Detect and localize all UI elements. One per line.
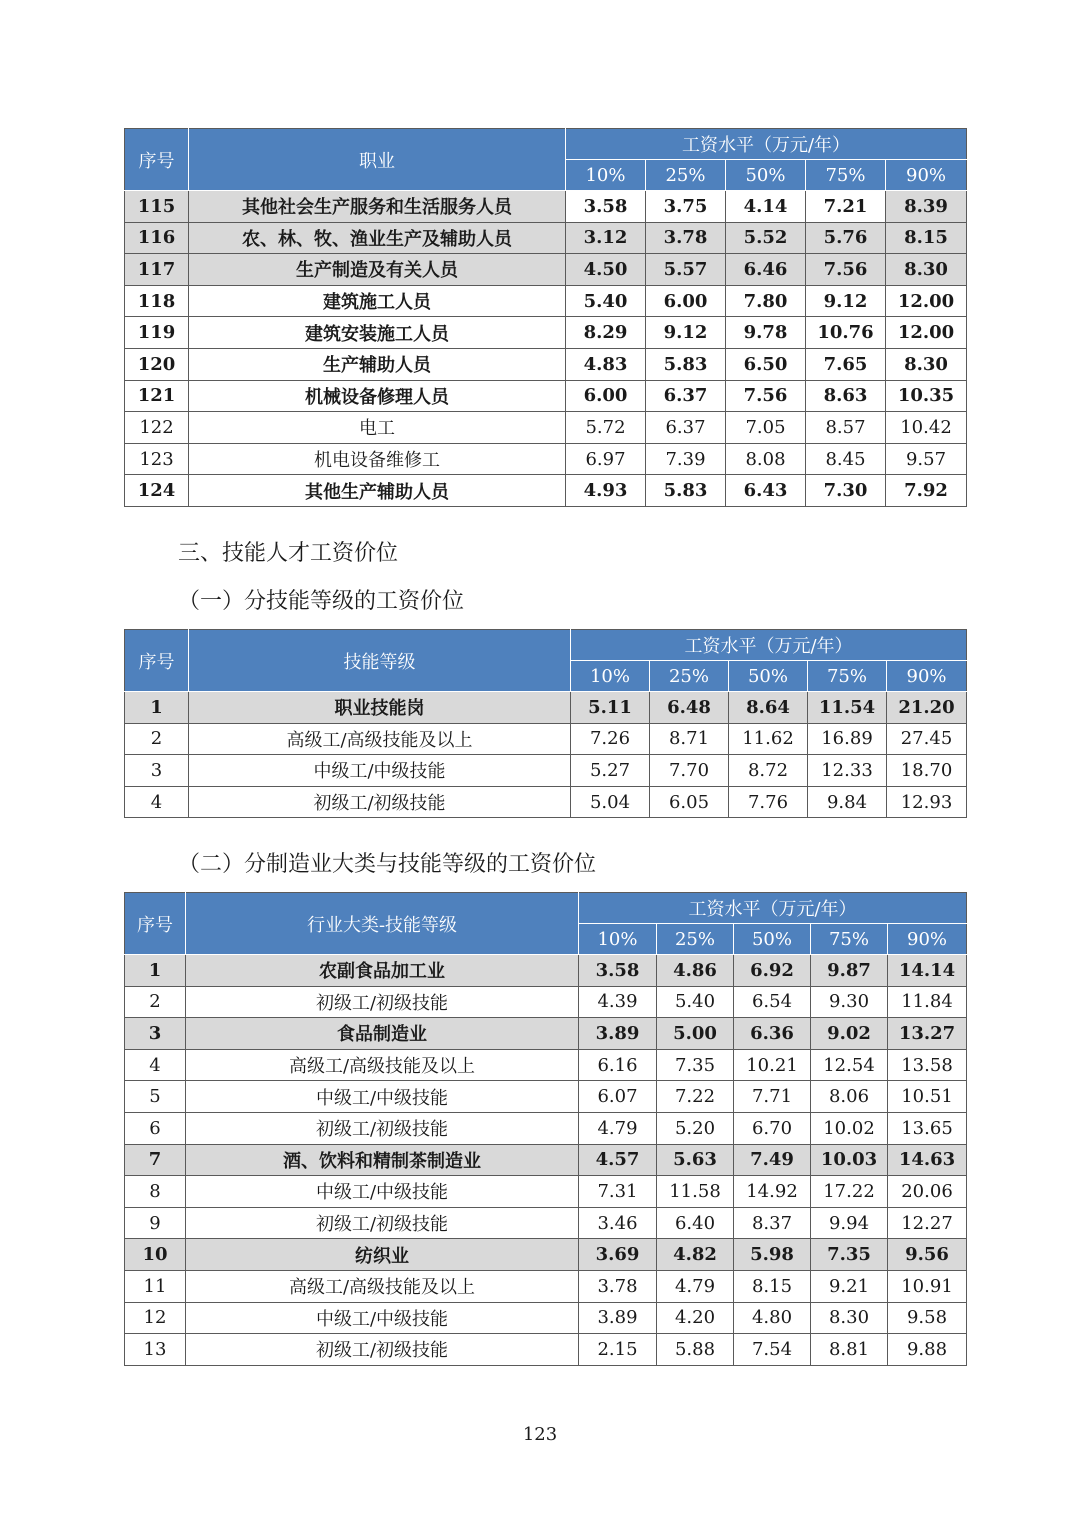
row-no: 13 — [125, 1334, 186, 1366]
value-p25: 6.37 — [646, 412, 726, 444]
value-p10: 2.15 — [579, 1334, 657, 1366]
row-no: 122 — [125, 412, 189, 444]
table-row — [125, 348, 967, 380]
value-p75: 10.76 — [806, 317, 886, 349]
value-p25: 7.22 — [657, 1081, 734, 1113]
row-no: 120 — [125, 348, 189, 380]
table-row — [125, 412, 967, 444]
value-p75: 8.81 — [811, 1334, 888, 1366]
value-p50: 8.15 — [734, 1270, 811, 1302]
column-header-p50: 50% — [726, 160, 806, 191]
value-p75: 17.22 — [811, 1176, 888, 1208]
row-name: 农、林、牧、渔业生产及辅助人员 — [189, 222, 566, 254]
row-name: 初级工/初级技能 — [186, 1112, 579, 1144]
value-p75: 8.06 — [811, 1081, 888, 1113]
column-header-p50: 50% — [734, 924, 811, 955]
table-row — [125, 380, 967, 412]
row-no: 3 — [125, 755, 189, 787]
table-row — [125, 786, 967, 818]
value-p50: 7.76 — [729, 786, 808, 818]
value-p75: 9.21 — [811, 1270, 888, 1302]
row-no: 116 — [125, 222, 189, 254]
column-header-p90: 90% — [888, 924, 967, 955]
value-p25: 4.20 — [657, 1302, 734, 1334]
value-p90: 14.63 — [888, 1144, 967, 1176]
table-row — [125, 1207, 967, 1239]
row-name: 建筑施工人员 — [189, 285, 566, 317]
row-no: 10 — [125, 1239, 186, 1271]
value-p10: 7.31 — [579, 1176, 657, 1208]
row-name: 纺织业 — [186, 1239, 579, 1271]
value-p90: 10.35 — [886, 380, 967, 412]
row-name: 中级工/中级技能 — [186, 1176, 579, 1208]
table-row — [125, 755, 967, 787]
sub-heading-industry-skill: （二）分制造业大类与技能等级的工资价位 — [178, 852, 597, 877]
column-header-no: 序号 — [125, 129, 189, 191]
value-p90: 21.20 — [887, 692, 967, 724]
row-no: 8 — [125, 1176, 186, 1208]
industry-skill-wage-table — [124, 892, 967, 1366]
value-p50: 6.54 — [734, 986, 811, 1018]
row-no: 7 — [125, 1144, 186, 1176]
row-name: 其他社会生产服务和生活服务人员 — [189, 191, 566, 223]
column-header-p25: 25% — [650, 661, 729, 692]
value-p90: 9.88 — [888, 1334, 967, 1366]
value-p50: 11.62 — [729, 723, 808, 755]
value-p90: 11.84 — [888, 986, 967, 1018]
value-p90: 14.14 — [888, 955, 967, 987]
row-no: 117 — [125, 254, 189, 286]
row-no: 3 — [125, 1018, 186, 1050]
value-p25: 6.05 — [650, 786, 729, 818]
row-no: 4 — [125, 1049, 186, 1081]
value-p25: 5.20 — [657, 1112, 734, 1144]
value-p90: 10.51 — [888, 1081, 967, 1113]
value-p10: 8.29 — [566, 317, 646, 349]
column-header-no: 序号 — [125, 630, 189, 692]
value-p75: 10.02 — [811, 1112, 888, 1144]
value-p10: 3.46 — [579, 1207, 657, 1239]
column-header-p75: 75% — [811, 924, 888, 955]
value-p25: 5.83 — [646, 348, 726, 380]
value-p10: 3.89 — [579, 1018, 657, 1050]
row-name: 酒、饮料和精制茶制造业 — [186, 1144, 579, 1176]
value-p90: 8.15 — [886, 222, 967, 254]
row-name: 初级工/初级技能 — [186, 1207, 579, 1239]
value-p10: 5.40 — [566, 285, 646, 317]
table-row — [125, 723, 967, 755]
row-name: 机械设备修理人员 — [189, 380, 566, 412]
value-p50: 6.43 — [726, 475, 806, 507]
value-p25: 5.83 — [646, 475, 726, 507]
column-header-p90: 90% — [887, 661, 967, 692]
value-p90: 10.91 — [888, 1270, 967, 1302]
value-p75: 7.65 — [806, 348, 886, 380]
table-row — [125, 1334, 967, 1366]
value-p90: 12.00 — [886, 317, 967, 349]
value-p10: 3.69 — [579, 1239, 657, 1271]
value-p10: 4.57 — [579, 1144, 657, 1176]
value-p50: 6.70 — [734, 1112, 811, 1144]
column-header-p90: 90% — [886, 160, 967, 191]
column-header-p50: 50% — [729, 661, 808, 692]
row-no: 4 — [125, 786, 189, 818]
row-no: 6 — [125, 1112, 186, 1144]
table-row — [125, 443, 967, 475]
column-header-p75: 75% — [806, 160, 886, 191]
row-name: 农副食品加工业 — [186, 955, 579, 987]
value-p75: 9.87 — [811, 955, 888, 987]
value-p25: 5.00 — [657, 1018, 734, 1050]
row-name: 机电设备维修工 — [189, 443, 566, 475]
value-p50: 4.14 — [726, 191, 806, 223]
value-p75: 8.30 — [811, 1302, 888, 1334]
value-p25: 6.00 — [646, 285, 726, 317]
row-name: 初级工/初级技能 — [189, 786, 571, 818]
value-p10: 5.11 — [571, 692, 650, 724]
value-p50: 4.80 — [734, 1302, 811, 1334]
value-p25: 5.88 — [657, 1334, 734, 1366]
column-header-wage-level: 工资水平（万元/年） — [571, 630, 967, 661]
column-header-industry-skill: 行业大类-技能等级 — [186, 893, 579, 955]
value-p90: 27.45 — [887, 723, 967, 755]
value-p90: 18.70 — [887, 755, 967, 787]
row-name: 高级工/高级技能及以上 — [186, 1049, 579, 1081]
value-p75: 7.21 — [806, 191, 886, 223]
value-p25: 3.78 — [646, 222, 726, 254]
value-p50: 6.36 — [734, 1018, 811, 1050]
table-row — [125, 692, 967, 724]
value-p90: 12.93 — [887, 786, 967, 818]
row-name: 食品制造业 — [186, 1018, 579, 1050]
value-p10: 4.39 — [579, 986, 657, 1018]
table-row — [125, 191, 967, 223]
value-p25: 9.12 — [646, 317, 726, 349]
row-name: 生产辅助人员 — [189, 348, 566, 380]
value-p25: 5.57 — [646, 254, 726, 286]
value-p25: 4.82 — [657, 1239, 734, 1271]
value-p25: 5.63 — [657, 1144, 734, 1176]
value-p50: 14.92 — [734, 1176, 811, 1208]
value-p75: 8.57 — [806, 412, 886, 444]
row-no: 123 — [125, 443, 189, 475]
column-header-p25: 25% — [646, 160, 726, 191]
column-header-p10: 10% — [579, 924, 657, 955]
row-no: 11 — [125, 1270, 186, 1302]
column-header-p10: 10% — [571, 661, 650, 692]
value-p25: 7.35 — [657, 1049, 734, 1081]
value-p90: 9.57 — [886, 443, 967, 475]
table-row — [125, 285, 967, 317]
table-row — [125, 1302, 967, 1334]
value-p90: 20.06 — [888, 1176, 967, 1208]
column-header-p10: 10% — [566, 160, 646, 191]
value-p75: 7.35 — [811, 1239, 888, 1271]
value-p25: 8.71 — [650, 723, 729, 755]
row-name: 中级工/中级技能 — [186, 1302, 579, 1334]
value-p50: 8.08 — [726, 443, 806, 475]
value-p50: 7.71 — [734, 1081, 811, 1113]
table-row — [125, 1270, 967, 1302]
value-p10: 6.16 — [579, 1049, 657, 1081]
value-p50: 5.52 — [726, 222, 806, 254]
row-no: 115 — [125, 191, 189, 223]
value-p50: 7.56 — [726, 380, 806, 412]
table-row — [125, 254, 967, 286]
table-row — [125, 1239, 967, 1271]
column-header-skill-level: 技能等级 — [189, 630, 571, 692]
value-p25: 4.79 — [657, 1270, 734, 1302]
value-p75: 9.30 — [811, 986, 888, 1018]
row-name: 初级工/初级技能 — [186, 986, 579, 1018]
row-no: 5 — [125, 1081, 186, 1113]
value-p10: 4.50 — [566, 254, 646, 286]
row-no: 121 — [125, 380, 189, 412]
value-p90: 12.00 — [886, 285, 967, 317]
value-p25: 3.75 — [646, 191, 726, 223]
table-row — [125, 317, 967, 349]
row-no: 118 — [125, 285, 189, 317]
value-p10: 5.04 — [571, 786, 650, 818]
column-header-p75: 75% — [808, 661, 887, 692]
table-row — [125, 222, 967, 254]
value-p10: 6.97 — [566, 443, 646, 475]
table-row — [125, 475, 967, 507]
value-p10: 3.58 — [566, 191, 646, 223]
value-p75: 9.12 — [806, 285, 886, 317]
value-p50: 6.50 — [726, 348, 806, 380]
value-p25: 6.40 — [657, 1207, 734, 1239]
skill-level-wage-table — [124, 629, 967, 818]
row-no: 2 — [125, 723, 189, 755]
value-p50: 8.64 — [729, 692, 808, 724]
value-p25: 6.37 — [646, 380, 726, 412]
table-row — [125, 1144, 967, 1176]
value-p90: 7.92 — [886, 475, 967, 507]
value-p10: 6.00 — [566, 380, 646, 412]
value-p25: 4.86 — [657, 955, 734, 987]
table-row — [125, 1018, 967, 1050]
value-p90: 13.65 — [888, 1112, 967, 1144]
value-p75: 16.89 — [808, 723, 887, 755]
value-p90: 9.56 — [888, 1239, 967, 1271]
column-header-wage-level: 工资水平（万元/年） — [566, 129, 967, 160]
value-p90: 10.42 — [886, 412, 967, 444]
value-p10: 4.83 — [566, 348, 646, 380]
value-p50: 7.80 — [726, 285, 806, 317]
value-p10: 6.07 — [579, 1081, 657, 1113]
row-name: 高级工/高级技能及以上 — [186, 1270, 579, 1302]
value-p90: 8.30 — [886, 254, 967, 286]
row-name: 中级工/中级技能 — [189, 755, 571, 787]
row-no: 1 — [125, 692, 189, 724]
row-no: 1 — [125, 955, 186, 987]
row-no: 119 — [125, 317, 189, 349]
row-name: 中级工/中级技能 — [186, 1081, 579, 1113]
value-p10: 5.27 — [571, 755, 650, 787]
sub-heading-skill-level: （一）分技能等级的工资价位 — [178, 589, 465, 614]
value-p90: 12.27 — [888, 1207, 967, 1239]
row-name: 其他生产辅助人员 — [189, 475, 566, 507]
column-header-wage-level: 工资水平（万元/年） — [579, 893, 967, 924]
value-p50: 8.37 — [734, 1207, 811, 1239]
row-name: 生产制造及有关人员 — [189, 254, 566, 286]
value-p75: 9.94 — [811, 1207, 888, 1239]
value-p50: 5.98 — [734, 1239, 811, 1271]
value-p75: 7.30 — [806, 475, 886, 507]
value-p75: 12.54 — [811, 1049, 888, 1081]
value-p10: 4.93 — [566, 475, 646, 507]
value-p25: 11.58 — [657, 1176, 734, 1208]
value-p10: 5.72 — [566, 412, 646, 444]
value-p90: 9.58 — [888, 1302, 967, 1334]
value-p90: 8.30 — [886, 348, 967, 380]
value-p75: 11.54 — [808, 692, 887, 724]
value-p50: 7.54 — [734, 1334, 811, 1366]
value-p25: 7.70 — [650, 755, 729, 787]
row-name: 电工 — [189, 412, 566, 444]
table-row — [125, 955, 967, 987]
value-p75: 9.02 — [811, 1018, 888, 1050]
row-no: 12 — [125, 1302, 186, 1334]
row-name: 高级工/高级技能及以上 — [189, 723, 571, 755]
section-heading: 三、技能人才工资价位 — [178, 541, 399, 566]
value-p50: 7.05 — [726, 412, 806, 444]
row-name: 初级工/初级技能 — [186, 1334, 579, 1366]
value-p90: 13.27 — [888, 1018, 967, 1050]
value-p75: 10.03 — [811, 1144, 888, 1176]
value-p75: 5.76 — [806, 222, 886, 254]
row-no: 124 — [125, 475, 189, 507]
table-row — [125, 1112, 967, 1144]
table-row — [125, 1081, 967, 1113]
value-p10: 7.26 — [571, 723, 650, 755]
value-p50: 8.72 — [729, 755, 808, 787]
value-p10: 3.89 — [579, 1302, 657, 1334]
value-p50: 10.21 — [734, 1049, 811, 1081]
value-p75: 9.84 — [808, 786, 887, 818]
column-header-p25: 25% — [657, 924, 734, 955]
value-p10: 3.78 — [579, 1270, 657, 1302]
value-p75: 7.56 — [806, 254, 886, 286]
table-row — [125, 1176, 967, 1208]
value-p90: 13.58 — [888, 1049, 967, 1081]
value-p50: 6.46 — [726, 254, 806, 286]
column-header-occupation: 职业 — [189, 129, 566, 191]
value-p50: 6.92 — [734, 955, 811, 987]
row-no: 9 — [125, 1207, 186, 1239]
table-row — [125, 986, 967, 1018]
column-header-no: 序号 — [125, 893, 186, 955]
value-p10: 3.12 — [566, 222, 646, 254]
value-p25: 7.39 — [646, 443, 726, 475]
value-p25: 6.48 — [650, 692, 729, 724]
value-p50: 7.49 — [734, 1144, 811, 1176]
table-row — [125, 1049, 967, 1081]
occupation-wage-table — [124, 128, 967, 507]
value-p10: 4.79 — [579, 1112, 657, 1144]
row-name: 职业技能岗 — [189, 692, 571, 724]
value-p25: 5.40 — [657, 986, 734, 1018]
row-name: 建筑安装施工人员 — [189, 317, 566, 349]
value-p75: 12.33 — [808, 755, 887, 787]
value-p90: 8.39 — [886, 191, 967, 223]
value-p50: 9.78 — [726, 317, 806, 349]
value-p10: 3.58 — [579, 955, 657, 987]
row-no: 2 — [125, 986, 186, 1018]
value-p75: 8.63 — [806, 380, 886, 412]
value-p75: 8.45 — [806, 443, 886, 475]
page-number: 123 — [522, 1424, 558, 1445]
